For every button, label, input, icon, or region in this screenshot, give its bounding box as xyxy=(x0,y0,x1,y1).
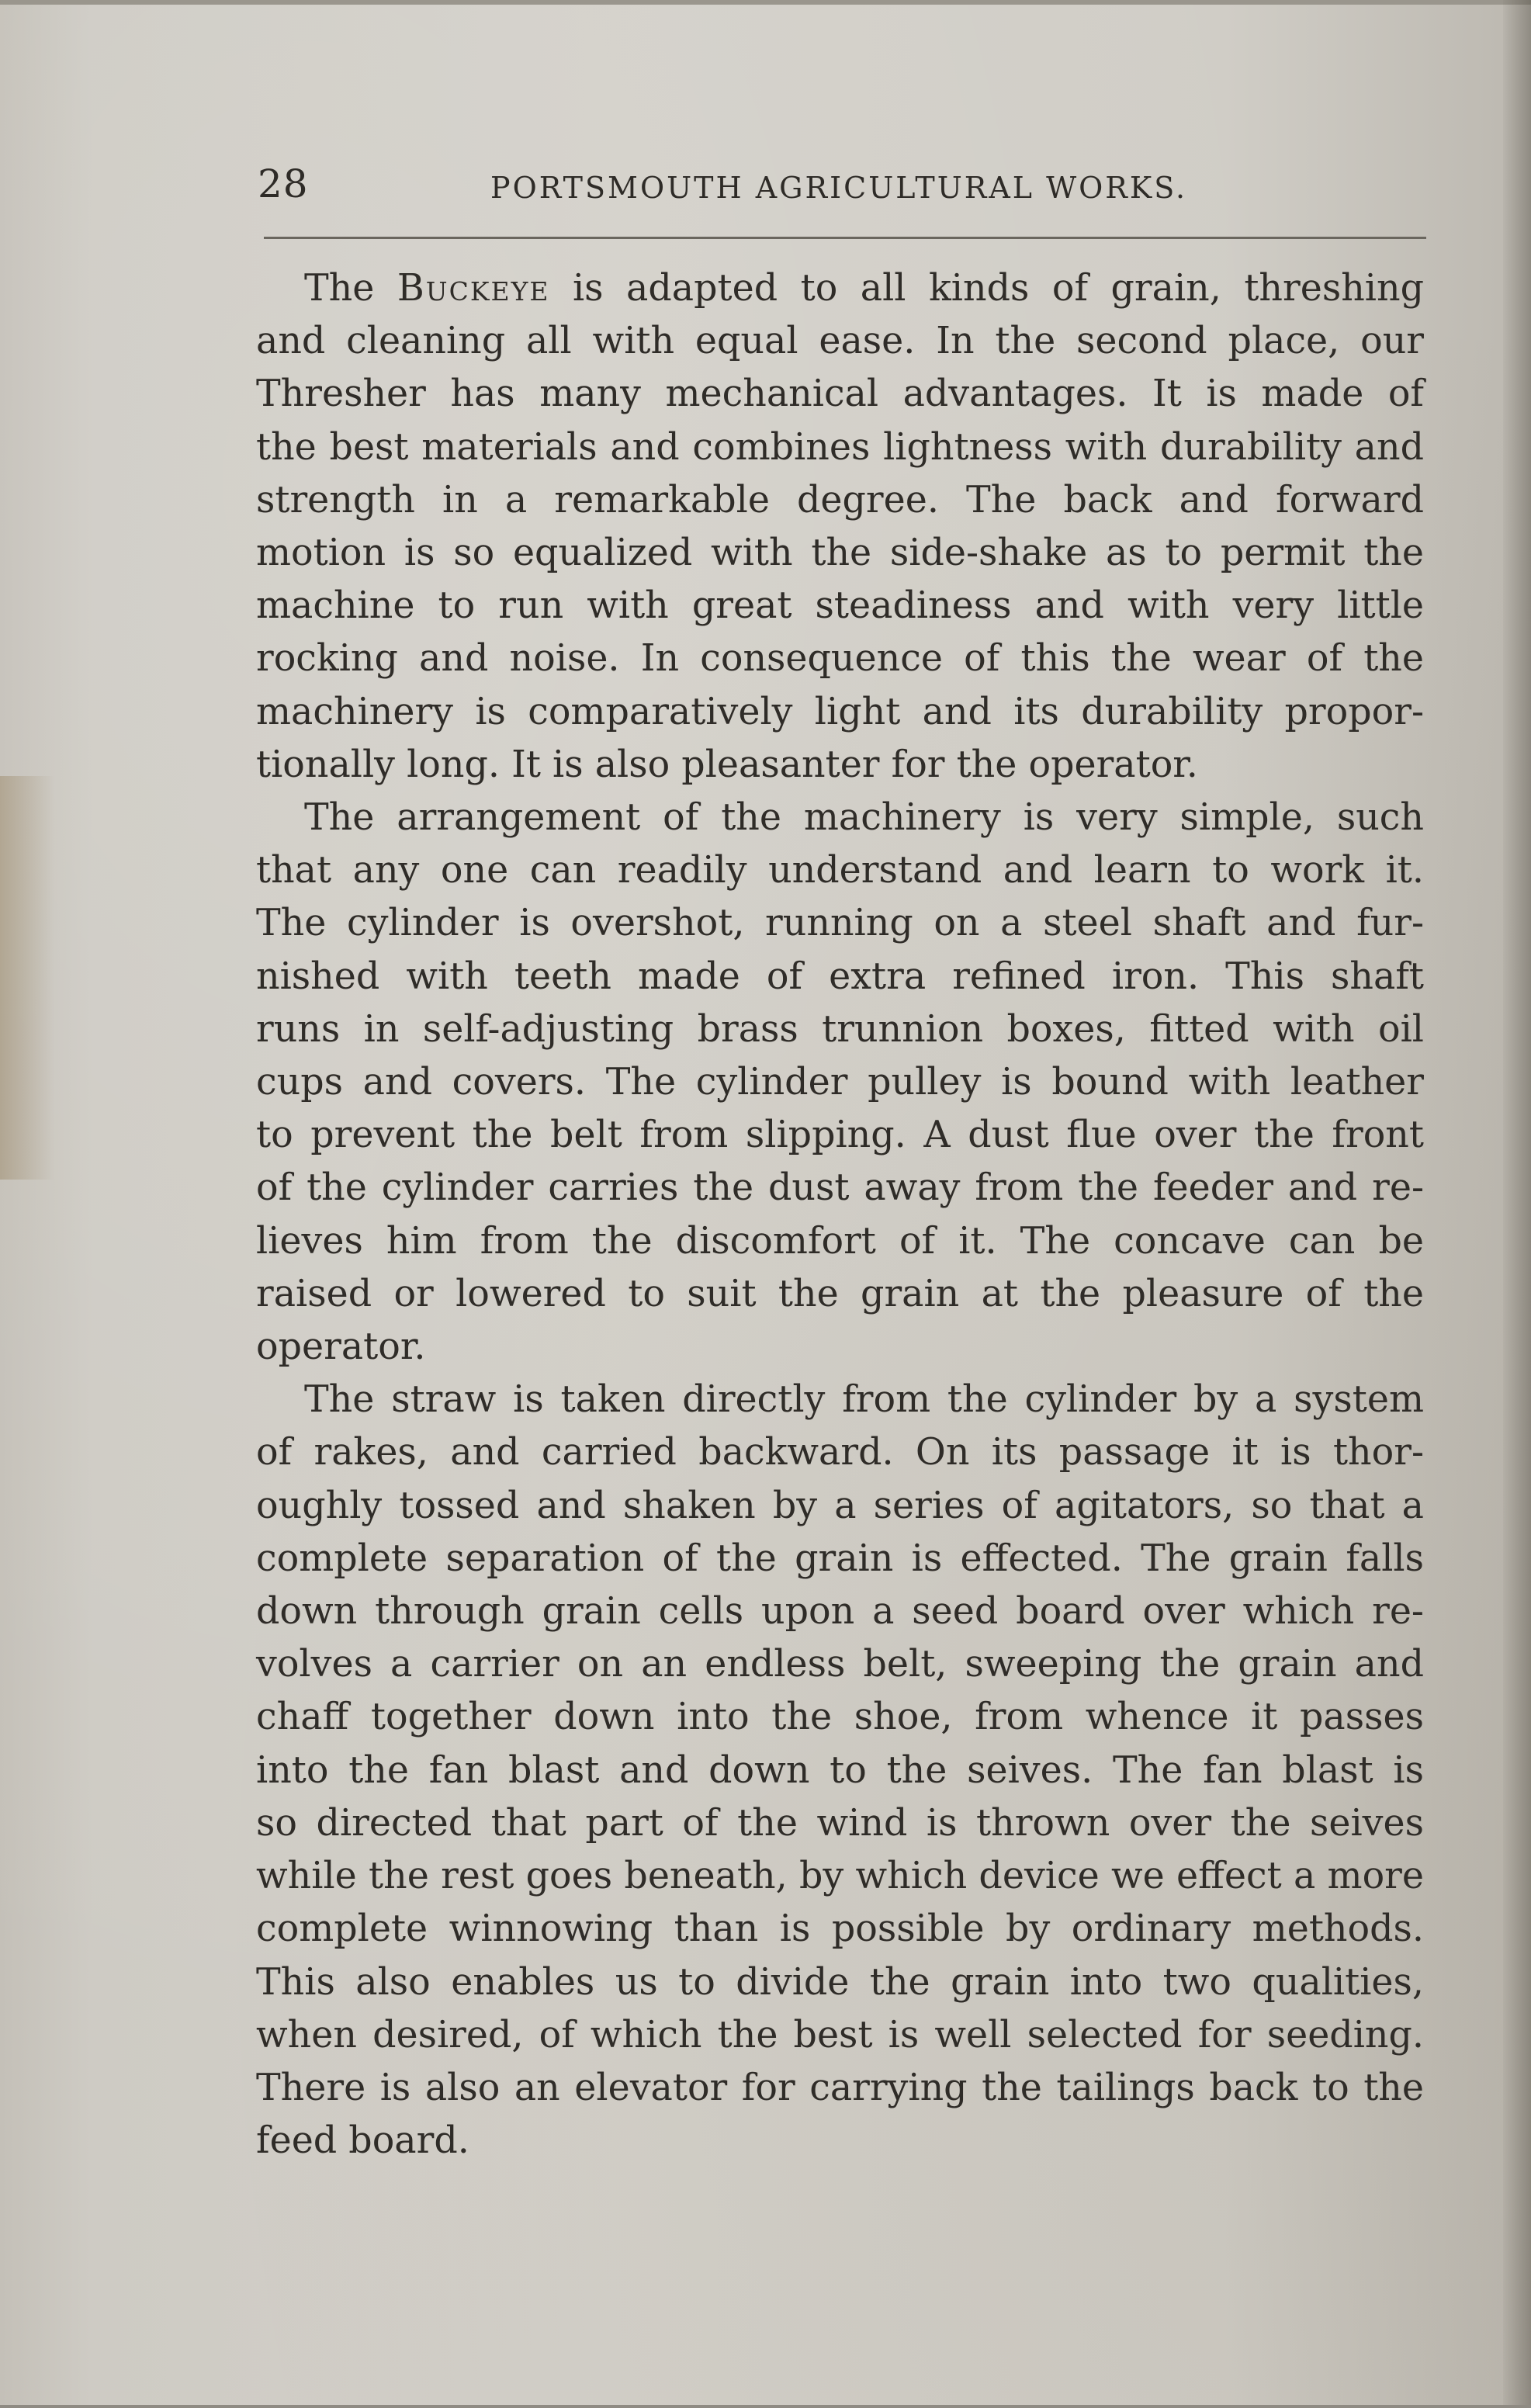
text-line: into the fan blast and down to the seives. The fan blast is xyxy=(256,1748,1424,1792)
text-line: There is also an elevator for carrying the tailings back to the xyxy=(256,2066,1424,2109)
text-line: machine to run with great steadiness and with very little xyxy=(256,584,1424,628)
text-line: motion is so equalized with the side-shake as to permit the xyxy=(256,532,1424,575)
page-bottom-edge xyxy=(0,2405,1531,2408)
text-line: strength in a remarkable degree. The back and forward xyxy=(256,478,1424,521)
text-line: The Buckeye is adapted to all kinds of grain, threshing xyxy=(304,267,1424,310)
text-line: when desired, of which the best is well selected for seeding. xyxy=(256,2013,1424,2056)
page-header xyxy=(258,161,1429,207)
text-line: oughly tossed and shaken by a series of agitators, so that a xyxy=(256,1484,1424,1527)
text-line: complete winnowing than is possible by ordinary methods. xyxy=(256,1907,1424,1951)
text-line: down through grain cells upon a seed board over which re- xyxy=(256,1590,1424,1634)
paragraph-2 xyxy=(256,792,1424,1374)
paragraph-3 xyxy=(256,1374,1424,2167)
page-number: 28 xyxy=(258,161,309,206)
text-line: chaff together down into the shoe, from whence it passes xyxy=(256,1696,1424,1739)
text-line: lieves him from the discomfort of it. The concave can be xyxy=(256,1219,1424,1263)
product-name: Buckeye xyxy=(397,267,550,310)
body-text xyxy=(256,262,1424,2163)
header-rule xyxy=(264,237,1426,239)
running-title: PORTSMOUTH AGRICULTURAL WORKS. xyxy=(490,171,1188,205)
text-line: The cylinder is overshot, running on a steel shaft and fur- xyxy=(256,902,1424,945)
text-line: so directed that part of the wind is thrown over the seives xyxy=(256,1801,1424,1845)
text-line: cups and covers. The cylinder pulley is bound with leather xyxy=(256,1061,1424,1104)
text-line: and cleaning all with equal ease. In the second place, our xyxy=(256,320,1424,363)
text-line: while the rest goes beneath, by which device we effect a more xyxy=(256,1855,1424,1898)
text-line: feed board. xyxy=(256,2119,469,2163)
page-top-edge xyxy=(0,0,1531,5)
text-line: The arrangement of the machinery is very simple, such xyxy=(304,796,1424,840)
text-line: runs in self-adjusting brass trunnion boxes, fitted with oil xyxy=(256,1007,1424,1051)
text-line: complete separation of the grain is effected. The grain falls xyxy=(256,1537,1424,1580)
text-line: tionally long. It is also pleasanter for the operator. xyxy=(256,743,1198,786)
text-line: This also enables us to divide the grain into two qualities, xyxy=(256,1960,1424,2004)
text-line: of rakes, and carried backward. On its passage it is thor- xyxy=(256,1431,1424,1474)
text-line: rocking and noise. In consequence of this the wear of the xyxy=(256,637,1424,681)
text-line: nished with teeth made of extra refined iron. This shaft xyxy=(256,955,1424,998)
text-line: operator. xyxy=(256,1325,426,1369)
page-right-edge-shadow xyxy=(1503,0,1531,2408)
text-line: machinery is comparatively light and its durability propor- xyxy=(256,690,1424,733)
text-line: that any one can readily understand and learn to work it. xyxy=(256,849,1424,892)
text-line: the best materials and combines lightness with durability and xyxy=(256,425,1424,469)
paragraph-1 xyxy=(256,262,1424,792)
text-line: to prevent the belt from slipping. A dust flue over the front xyxy=(256,1114,1424,1157)
text-line: volves a carrier on an endless belt, sweeping the grain and xyxy=(256,1643,1424,1686)
text-line: raised or lowered to suit the grain at the pleasure of the xyxy=(256,1272,1424,1315)
text-line: Thresher has many mechanical advantages. It is made of xyxy=(256,372,1424,416)
text-line: The straw is taken directly from the cylinder by a system xyxy=(304,1378,1424,1422)
page-stain xyxy=(0,776,54,1180)
text-line: of the cylinder carries the dust away from the feeder and re- xyxy=(256,1166,1424,1210)
